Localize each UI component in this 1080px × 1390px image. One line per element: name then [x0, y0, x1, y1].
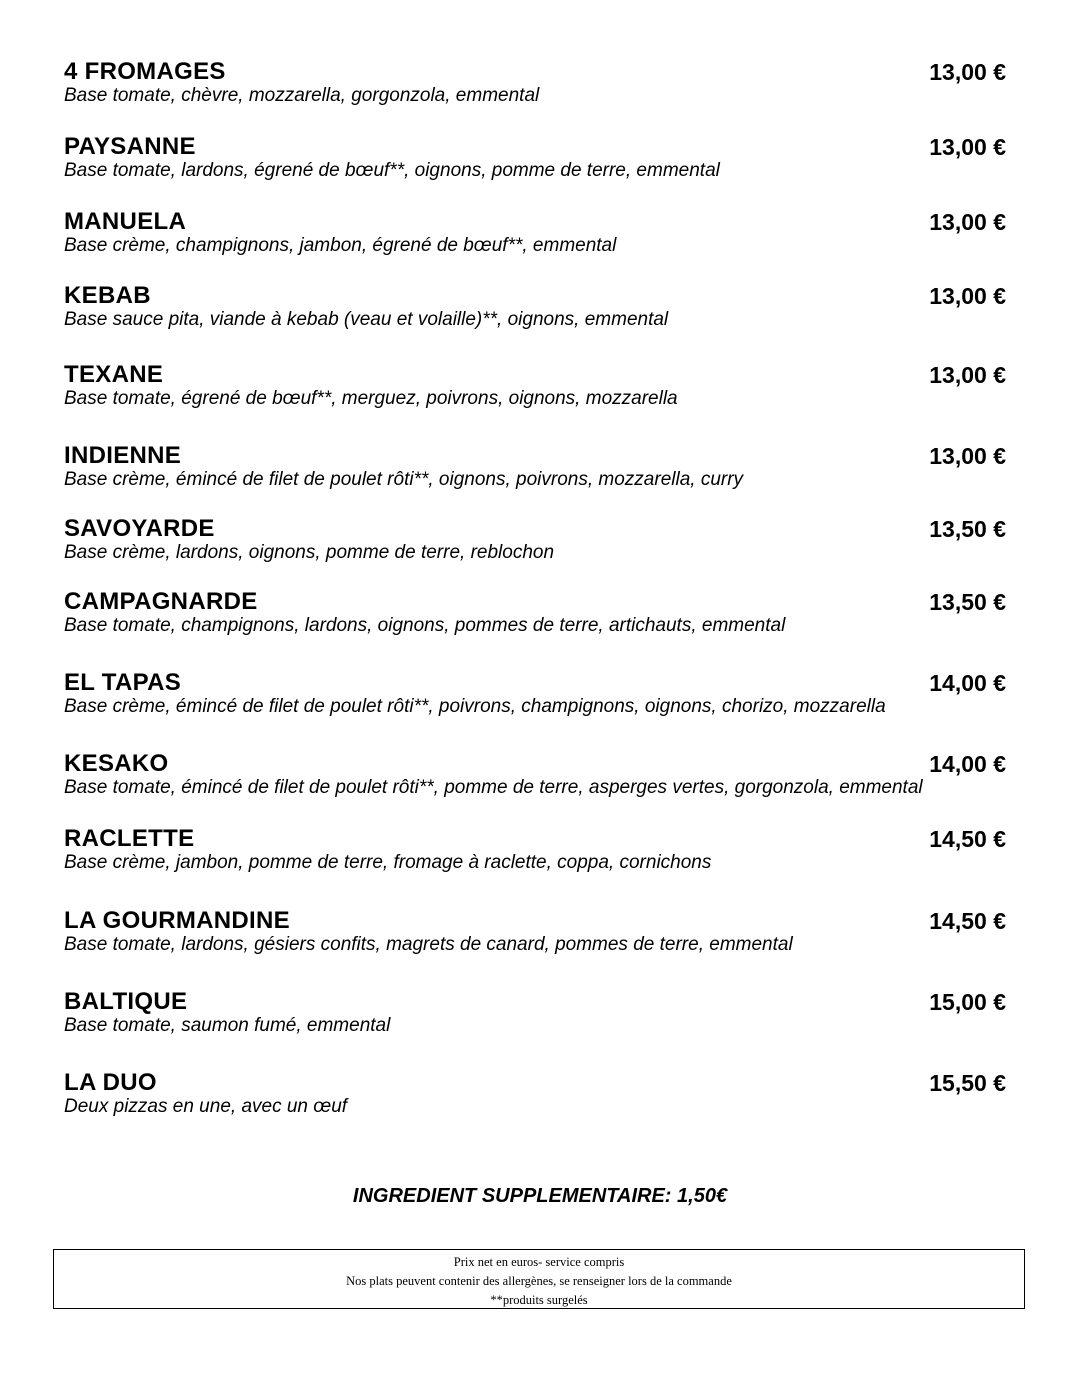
item-name: CAMPAGNARDE	[64, 588, 258, 615]
menu-item	[64, 989, 1008, 1049]
footer-notice-box	[53, 1249, 1025, 1309]
item-price: 15,00 €	[929, 989, 1006, 1015]
menu-item	[64, 826, 1008, 886]
menu-item	[64, 134, 1008, 194]
item-description: Base tomate, lardons, égrené de bœuf**, oignons, pomme de terre, emmental	[64, 160, 720, 181]
item-name: INDIENNE	[64, 442, 182, 469]
allergen-notice: Nos plats peuvent contenir des allergènes, se renseigner lors de la commande	[346, 1274, 732, 1288]
menu-item	[64, 516, 1008, 576]
item-name: RACLETTE	[64, 825, 195, 852]
item-description: Base tomate, champignons, lardons, oignons, pommes de terre, artichauts, emmental	[64, 615, 786, 636]
item-price: 13,00 €	[929, 209, 1006, 235]
item-price: 13,00 €	[929, 362, 1006, 388]
menu-item	[64, 362, 1008, 422]
item-price: 13,50 €	[929, 516, 1006, 542]
item-price: 14,00 €	[929, 751, 1006, 777]
frozen-products-notice: **produits surgelés	[490, 1293, 588, 1307]
menu-item	[64, 670, 1008, 730]
item-price: 13,00 €	[929, 134, 1006, 160]
menu-item	[64, 589, 1008, 649]
item-description: Base crème, jambon, pomme de terre, fromage à raclette, coppa, cornichons	[64, 852, 712, 873]
item-price: 14,50 €	[929, 908, 1006, 934]
item-name: KEBAB	[64, 282, 151, 309]
menu-item	[64, 443, 1008, 503]
item-description: Base tomate, saumon fumé, emmental	[64, 1015, 391, 1036]
item-description: Base crème, émincé de filet de poulet rôti**, oignons, poivrons, mozzarella, curry	[64, 469, 744, 490]
item-name: EL TAPAS	[64, 669, 182, 696]
menu-item	[64, 908, 1008, 968]
item-description: Base crème, lardons, oignons, pomme de terre, reblochon	[64, 542, 555, 563]
item-description: Deux pizzas en une, avec un œuf	[64, 1096, 348, 1117]
item-name: 4 FROMAGES	[64, 58, 226, 85]
item-name: BALTIQUE	[64, 988, 188, 1015]
menu-item	[64, 209, 1008, 269]
item-price: 14,50 €	[929, 826, 1006, 852]
menu-item	[64, 59, 1008, 119]
item-name: KESAKO	[64, 750, 169, 777]
item-description: Base tomate, égrené de bœuf**, merguez, poivrons, oignons, mozzarella	[64, 388, 678, 409]
item-price: 13,00 €	[929, 443, 1006, 469]
item-name: LA DUO	[64, 1069, 157, 1096]
item-description: Base tomate, chèvre, mozzarella, gorgonzola, emmental	[64, 85, 540, 106]
item-description: Base crème, émincé de filet de poulet rôti**, poivrons, champignons, oignons, chorizo, mozzarella	[64, 696, 886, 717]
item-name: TEXANE	[64, 361, 164, 388]
menu-item	[64, 1070, 1008, 1130]
item-description: Base tomate, lardons, gésiers confits, magrets de canard, pommes de terre, emmental	[64, 934, 793, 955]
item-name: MANUELA	[64, 208, 187, 235]
item-description: Base tomate, émincé de filet de poulet rôti**, pomme de terre, asperges vertes, gorgonzola, emmental	[64, 777, 923, 798]
extra-ingredient-note: INGREDIENT SUPPLEMENTAIRE: 1,50€	[352, 1185, 728, 1207]
menu-item	[64, 283, 1008, 343]
item-description: Base crème, champignons, jambon, égrené de bœuf**, emmental	[64, 235, 617, 256]
item-name: LA GOURMANDINE	[64, 907, 290, 934]
item-price: 15,50 €	[929, 1070, 1006, 1096]
item-name: SAVOYARDE	[64, 515, 215, 542]
item-name: PAYSANNE	[64, 133, 196, 160]
item-price: 13,00 €	[929, 283, 1006, 309]
price-notice: Prix net en euros- service compris	[453, 1255, 625, 1269]
item-price: 14,00 €	[929, 670, 1006, 696]
item-description: Base sauce pita, viande à kebab (veau et volaille)**, oignons, emmental	[64, 309, 669, 330]
item-price: 13,00 €	[929, 59, 1006, 85]
item-price: 13,50 €	[929, 589, 1006, 615]
menu-item	[64, 751, 1008, 811]
